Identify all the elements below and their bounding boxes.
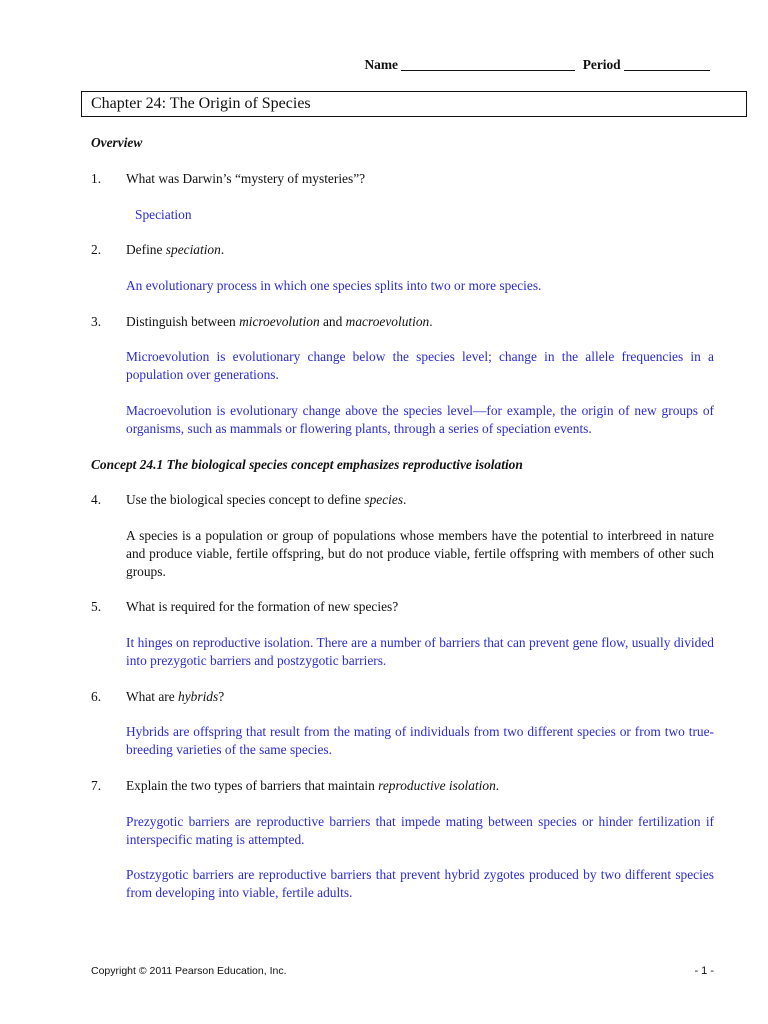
question-number: 6. [91, 689, 102, 704]
question-4 [91, 491, 715, 509]
question-text: Use the biological species concept to define species. [126, 492, 407, 507]
concept-heading: Concept 24.1 The biological species concept emphasizes reproductive isolation [91, 457, 523, 472]
answer-3b: Macroevolution is evolutionary change above the species level—for example, the origin of new groups of organisms, such as mammals or flowering plants, through a series of speciation events. [126, 403, 714, 436]
question-7 [91, 777, 715, 795]
chapter-title: Chapter 24: The Origin of Species [91, 95, 311, 112]
question-number: 3. [91, 314, 102, 329]
page-number: - 1 - [694, 965, 714, 977]
answer-3a: Microevolution is evolutionary change below the species level; change in the allele frequencies in a population over generations. [126, 349, 714, 382]
question-2 [91, 241, 715, 259]
question-text: Distinguish between microevolution and macroevolution. [126, 314, 433, 329]
question-1 [91, 170, 715, 188]
question-3 [91, 313, 715, 331]
question-text: What is required for the formation of new species? [126, 599, 399, 614]
answer-1: Speciation [135, 207, 192, 222]
chapter-title-box [81, 91, 747, 117]
question-number: 1. [91, 171, 102, 186]
name-blank [401, 70, 575, 71]
overview-heading: Overview [91, 135, 143, 150]
answer-2: An evolutionary process in which one species splits into two or more species. [126, 278, 542, 293]
copyright-footer: Copyright © 2011 Pearson Education, Inc. [91, 965, 287, 977]
answer-4: A species is a population or group of populations whose members have the potential to interbreed in nature and produce viable, fertile offspring, but do not produce viable, fertile offspring with members of other such groups. [126, 528, 714, 579]
question-text: Explain the two types of barriers that maintain reproductive isolation. [126, 778, 500, 793]
answer-7b: Postzygotic barriers are reproductive barriers that prevent hybrid zygotes produced by two different species from developing into viable, fertile adults. [126, 867, 714, 900]
question-6 [91, 688, 715, 706]
question-number: 4. [91, 492, 102, 507]
question-text: What are hybrids? [126, 689, 225, 704]
question-number: 5. [91, 599, 102, 614]
question-text: Define speciation. [126, 242, 225, 257]
question-5 [91, 598, 715, 616]
question-text: What was Darwin’s “mystery of mysteries”? [126, 171, 366, 186]
period-blank [624, 70, 710, 71]
period-label: Period [582, 57, 621, 72]
answer-7a: Prezygotic barriers are reproductive barriers that impede mating between species or hinder fertilization if interspecific mating is attempted. [126, 814, 714, 847]
name-period-line [365, 56, 710, 74]
name-label: Name [364, 57, 398, 72]
answer-5: It hinges on reproductive isolation. There are a number of barriers that can prevent gene flow, usually divided into prezygotic barriers and postzygotic barriers. [126, 635, 714, 668]
question-number: 2. [91, 242, 102, 257]
answer-6: Hybrids are offspring that result from the mating of individuals from two different species or from two true-breeding varieties of the same species. [126, 724, 714, 757]
question-number: 7. [91, 778, 102, 793]
